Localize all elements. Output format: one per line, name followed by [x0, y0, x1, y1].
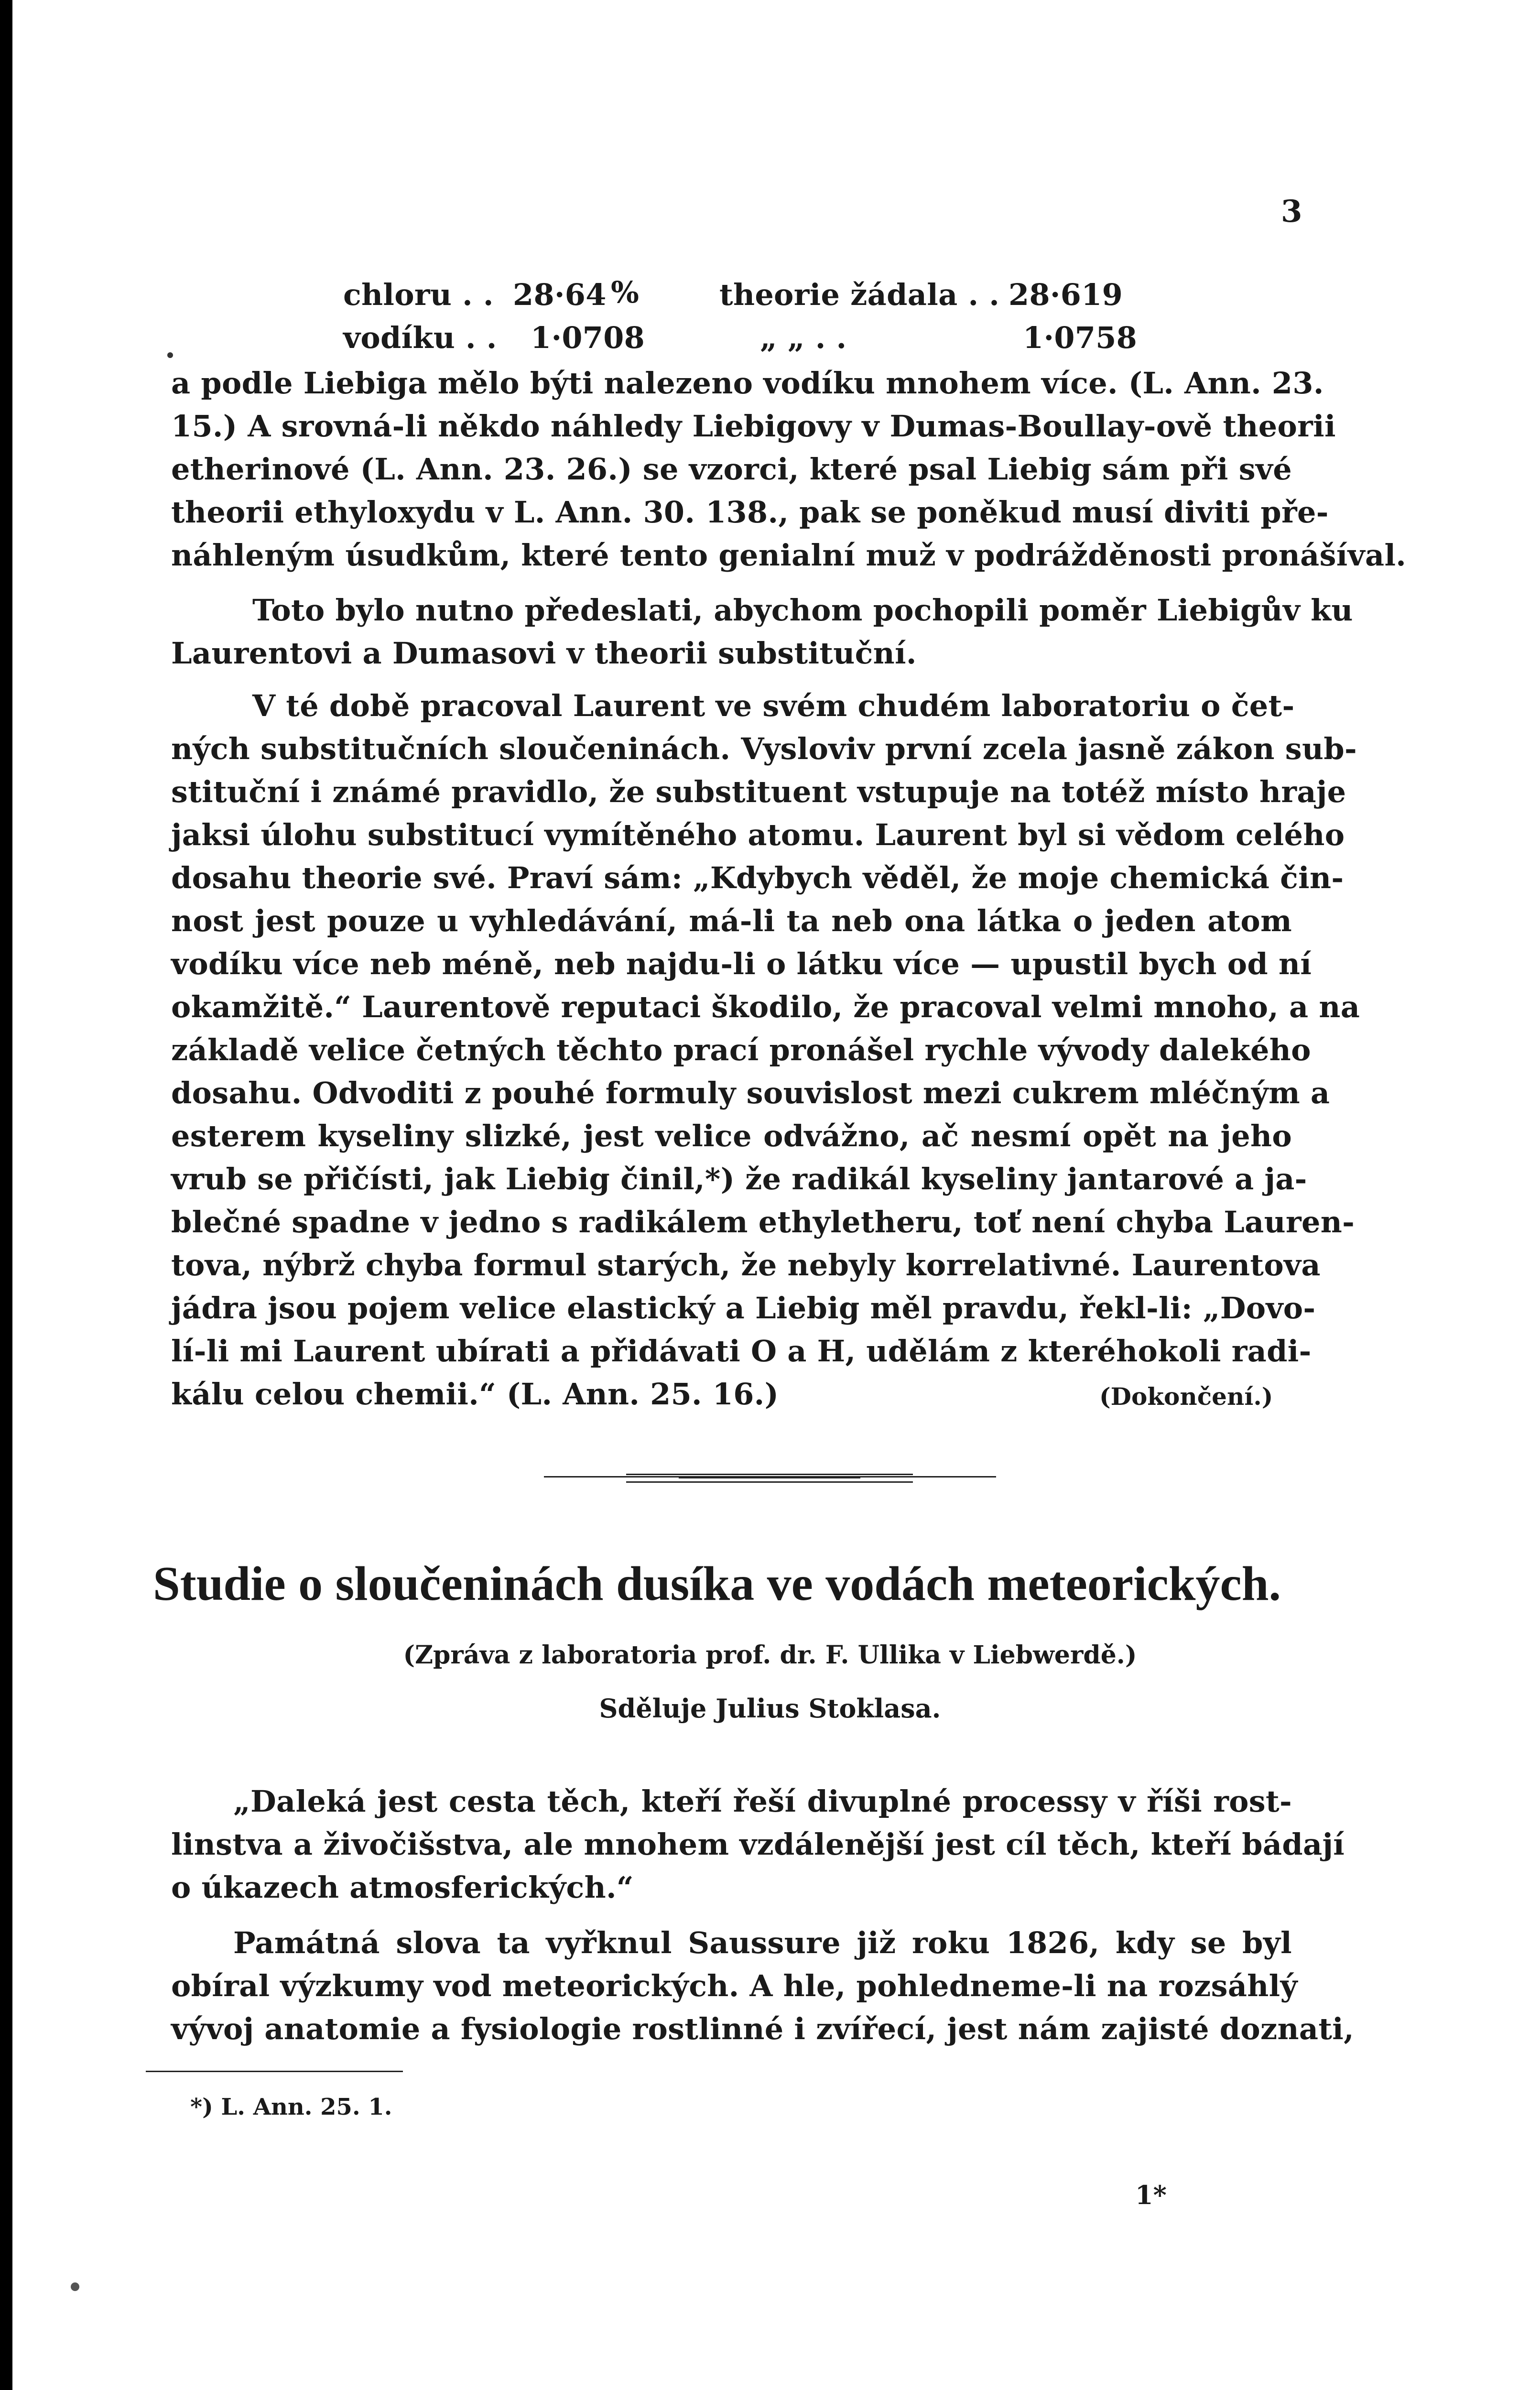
text-line: etherinové (L. Ann. 23. 26.) se vzorci, které psal Liebig sám při své	[171, 452, 1292, 487]
table-value-2: 28·619	[1009, 277, 1123, 312]
table-label: vodíku . .	[343, 320, 497, 355]
footnote: *) L. Ann. 25. 1.	[190, 2094, 392, 2120]
table-label-2: „ „ . .	[760, 320, 847, 355]
text-line: vrub se přičísti, jak Liebig činil,*) že radikál kyseliny jantarové a ja-	[171, 1162, 1307, 1196]
table-value-2: 1·0758	[1023, 320, 1138, 355]
text-line: 15.) A srovná-li někdo náhledy Liebigovy v Dumas-Boullay-ově theorii	[171, 409, 1336, 444]
page-spine-shadow	[0, 0, 12, 2390]
table-label: chloru . .	[343, 277, 494, 312]
text-line: esterem kyseliny slizké, jest velice odvážno, ač nesmí opět na jeho	[171, 1119, 1292, 1153]
table-unit: %	[611, 275, 640, 310]
text-line: stituční i známé pravidlo, že substituent vstupuje na totéž místo hraje	[171, 774, 1346, 809]
article-2-subtitle: (Zpráva z laboratoria prof. dr. F. Ullika v Liebwerdě.)	[403, 1640, 1137, 1670]
text-line: vývoj anatomie a fysiologie rostlinné i zvířecí, jest nám zajisté doznati,	[171, 2011, 1355, 2046]
ink-speck	[167, 352, 173, 358]
divider-rule	[679, 1476, 860, 1478]
text-line: linstva a živočišstva, ale mnohem vzdálenější jest cíl těch, kteří bádají	[171, 1827, 1345, 1862]
text-line: tova, nýbrž chyba formul starých, že nebyly korrelativné. Laurentova	[171, 1248, 1321, 1282]
article-2-author: Sděluje Julius Stoklasa.	[599, 1693, 941, 1724]
text-line: Toto bylo nutno předeslati, abychom pochopili poměr Liebigův ku	[252, 593, 1353, 628]
table-value: 1·0708	[531, 320, 645, 355]
text-line: nost jest pouze u vyhledávání, má-li ta neb ona látka o jeden atom	[171, 903, 1292, 938]
continued-note: (Dokončení.)	[1099, 1382, 1273, 1411]
text-line: dosahu theorie své. Praví sám: „Kdybych věděl, že moje chemická čin-	[171, 860, 1344, 895]
text-line: Památná slova ta vyřknul Saussure již roku 1826, kdy se byl	[233, 1925, 1292, 1960]
text-line: okamžitě.“ Laurentově reputaci škodilo, že pracoval velmi mnoho, a na	[171, 989, 1360, 1024]
text-line: lí-li mi Laurent ubírati a přidávati O a H, udělám z kteréhokoli radi-	[171, 1334, 1312, 1369]
signature-mark: 1*	[1135, 2180, 1167, 2210]
text-line: dosahu. Odvoditi z pouhé formuly souvislost mezi cukrem mléčným a	[171, 1076, 1330, 1110]
article-2-title: Studie o sloučeninách dusíka ve vodách meteorických.	[153, 1557, 1281, 1611]
text-line: vodíku více neb méně, neb najdu-li o látku více — upustil bych od ní	[171, 946, 1312, 981]
ink-speck	[71, 2282, 79, 2291]
page-number: 3	[1281, 194, 1302, 229]
table-value: 28·64	[513, 277, 607, 312]
text-line: kálu celou chemii.“ (L. Ann. 25. 16.)	[171, 1377, 779, 1412]
table-label-2: theorie žádala . .	[719, 277, 1000, 312]
text-line: náhleným úsudkům, které tento genialní muž v podrážděnosti pronášíval.	[171, 538, 1407, 573]
text-line: „Daleká jest cesta těch, kteří řeší divuplné processy v říši rost-	[233, 1784, 1292, 1819]
text-line: blečné spadne v jedno s radikálem ethyletheru, toť není chyba Lauren-	[171, 1205, 1355, 1239]
text-line: jaksi úlohu substitucí vymítěného atomu. Laurent byl si vědom celého	[171, 817, 1345, 852]
text-line: ných substitučních sloučeninách. Vysloviv první zcela jasně zákon sub-	[171, 731, 1357, 766]
text-line: V té době pracoval Laurent ve svém chudém laboratoriu o čet-	[252, 688, 1295, 723]
footnote-rule	[146, 2071, 403, 2072]
text-line: základě velice četných těchto prací pronášel rychle vývody dalekého	[171, 1032, 1311, 1067]
text-line: o úkazech atmosferických.“	[171, 1870, 634, 1905]
text-line: a podle Liebiga mělo býti nalezeno vodíku mnohem více. (L. Ann. 23.	[171, 366, 1324, 401]
text-line: Laurentovi a Dumasovi v theorii substituční.	[171, 636, 917, 671]
text-line: jádra jsou pojem velice elastický a Liebig měl pravdu, řekl-li: „Dovo-	[171, 1291, 1316, 1325]
text-line: obíral výzkumy vod meteorických. A hle, pohledneme-li na rozsáhlý	[171, 1968, 1298, 2003]
text-line: theorii ethyloxydu v L. Ann. 30. 138., pak se poněkud musí diviti pře-	[171, 495, 1329, 530]
